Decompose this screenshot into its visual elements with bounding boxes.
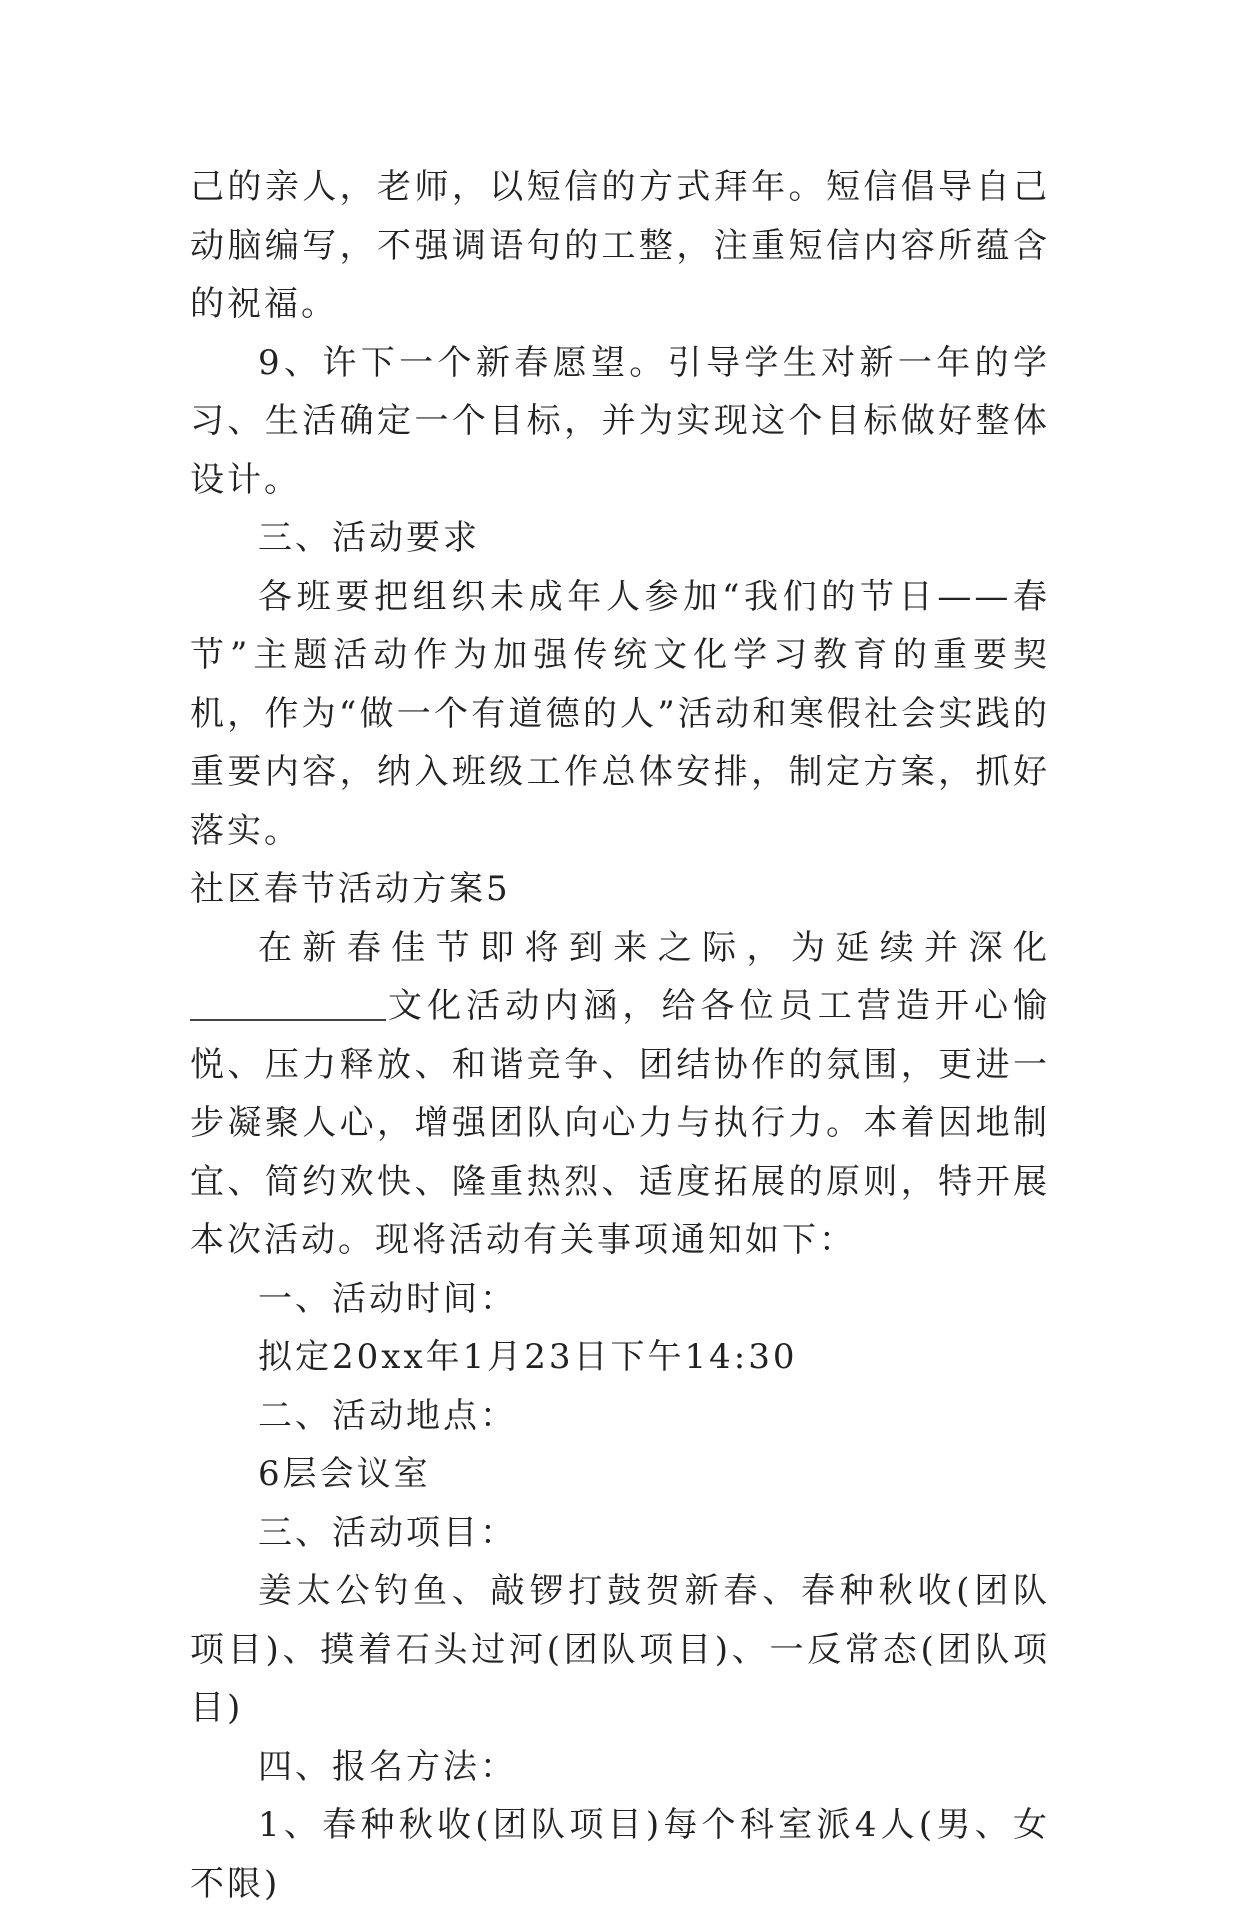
- document-body: [190, 158, 1050, 1913]
- paragraph-requirements-body: 各班要把组织未成年人参加“我们的节日——春节”主题活动作为加强传统文化学习教育的重要契机，作为“做一个有道德的人”活动和寒假社会实践的重要内容，纳入班级工作总体安排，制定方案，抓好落实。: [190, 576, 1050, 851]
- heading-activity-time: 一、活动时间：: [258, 1278, 517, 1319]
- activity-items-list: 姜太公钓鱼、敲锣打鼓贺新春、春种秋收(团队项目)、摸着石头过河(团队项目)、一反常态(团队项目): [190, 1571, 1050, 1728]
- fill-in-blank: [190, 985, 386, 1021]
- activity-time-value: 拟定20xx年1月23日下午14:30: [258, 1337, 798, 1377]
- section-title-plan-5: 社区春节活动方案5: [190, 869, 511, 909]
- paragraph-new-year-wish: 9、许下一个新春愿望。引导学生对新一年的学习、生活确定一个目标，并为实现这个目标做好整体设计。: [190, 342, 1050, 500]
- paragraph-intro: [190, 919, 1050, 1270]
- registration-item-1: 1、春种秋收(团队项目)每个科室派4人(男、女不限): [190, 1805, 1050, 1904]
- activity-location-value: 6层会议室: [258, 1454, 431, 1494]
- heading-activity-items: 三、活动项目：: [258, 1512, 517, 1553]
- intro-text-after: 文化活动内涵，给各位员工营造开心愉悦、压力释放、和谐竞争、团结协作的氛围，更进一步凝聚人心，增强团队向心力与执行力。本着因地制宜、简约欢快、隆重热烈、适度拓展的原则，特开展本次活动。现将活动有关事项通知如下：: [190, 986, 1050, 1260]
- heading-activity-requirements: 三、活动要求: [258, 518, 480, 558]
- heading-activity-location: 二、活动地点：: [258, 1395, 517, 1436]
- intro-text-before: 在新春佳节即将到来之际，为延续并深化: [258, 927, 1050, 968]
- heading-registration-method: 四、报名方法：: [258, 1746, 517, 1787]
- paragraph-sms-greeting: 己的亲人，老师，以短信的方式拜年。短信倡导自己动脑编写，不强调语句的工整，注重短信内容所蕴含的祝福。: [190, 167, 1050, 324]
